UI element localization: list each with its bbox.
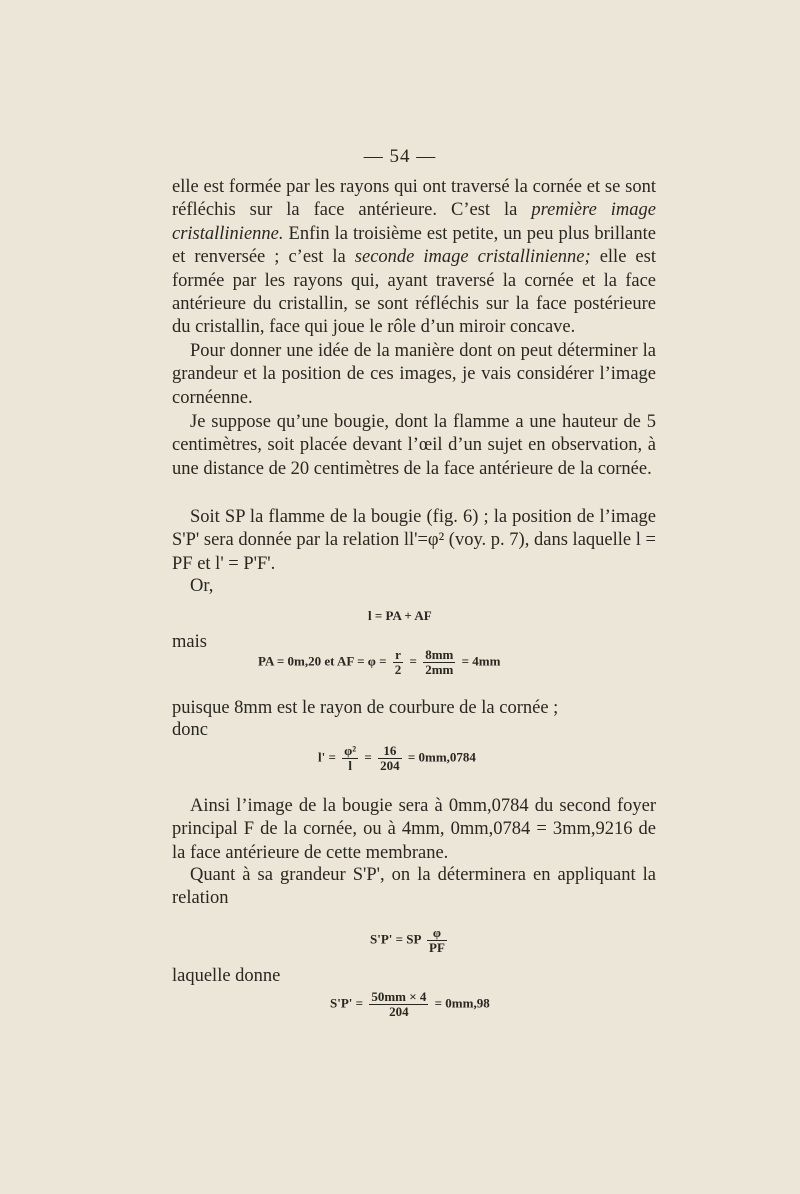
fraction-16-204: $\frac{16}{204}$ bbox=[380, 743, 400, 773]
text-or: Or, bbox=[190, 576, 214, 596]
p1-emphasis-1: première image cristallinienne. bbox=[172, 200, 656, 244]
p1-text-b: Enfin la troisième est petite, un peu plus brillante et renversée ; c’est la bbox=[172, 223, 656, 268]
paragraph-6: Ainsi l’image de la bougie sera à 0mm,0784 du second foyer principal F de la cornée, ou à 4mm, 0mm,0784 = 3mm,9216 de la face antérieure de cette membrane. bbox=[172, 796, 656, 863]
equation-5: S'P' = $\frac{50mm \times 4}{204}$ = 0mm,98 bbox=[330, 989, 490, 1019]
paragraph-7: Quant à sa grandeur S'P', on la déterminera en appliquant la relation bbox=[172, 865, 656, 909]
fraction-phi-l: $\frac{\text{φ²}}{l}$ bbox=[344, 743, 357, 773]
text-puisque: puisque 8mm est le rayon de courbure de la cornée ; bbox=[172, 698, 559, 718]
text-laquelle-donne: laquelle donne bbox=[172, 966, 281, 986]
equation-4: S'P' = SP $\frac{\varphi}{PF}$ bbox=[370, 925, 445, 955]
text-donc: donc bbox=[172, 720, 208, 740]
text-mais: mais bbox=[172, 632, 207, 652]
equation-2: PA = 0m,20 et AF = φ = $\frac{r}{2}$ = $\frac{8mm}{2mm}$ = 4mm bbox=[258, 647, 501, 677]
paragraph-2: Pour donner une idée de la manière dont on peut déterminer la grandeur et la position de ces images, je vais considérer l’image cornéenne. bbox=[172, 341, 656, 408]
equation-1: l = PA + AF bbox=[368, 608, 432, 623]
p1-text-c: elle est formée par les rayons qui, ayant traversé la cornée et la face antérieure du cristallin, se sont réfléchis sur la face postérieure du cristallin, face qui joue le rôle d’un miroir concave. bbox=[172, 247, 656, 338]
equation-3: l' = $\frac{\text{φ²}}{l}$ = $\frac{16}{204}$ = 0mm,0784 bbox=[318, 743, 476, 773]
fraction-phi-pf: $\frac{\varphi}{PF}$ bbox=[429, 925, 445, 955]
fraction-50-204: $\frac{50mm \times 4}{204}$ bbox=[371, 989, 427, 1019]
p1-text-a: elle est formée par les rayons qui ont traversé la cornée et se sont réfléchis sur la face antérieure. C’est la bbox=[172, 177, 656, 221]
paragraph-3: Je suppose qu’une bougie, dont la flamme a une hauteur de 5 centimètres, soit placée devant l’œil d’un sujet en observation, à une distance de 20 centimètres de la face antérieure de la cornée. bbox=[172, 412, 656, 479]
fraction-8-2: $\frac{8mm}{2mm}$ bbox=[425, 647, 454, 677]
p1-emphasis-2: seconde image cristallinienne; bbox=[354, 247, 591, 268]
paragraph-1 bbox=[172, 176, 656, 340]
paragraph-4: Soit SP la flamme de la bougie (fig. 6) ; la position de l’image S'P' sera donnée par la relation ll'=φ² (voy. p. 7), dans laquelle l = PF et l' = P'F'. bbox=[172, 507, 656, 574]
page-number: — 54 — bbox=[363, 146, 437, 167]
fraction-r-2: $\frac{r}{2}$ bbox=[394, 647, 402, 677]
